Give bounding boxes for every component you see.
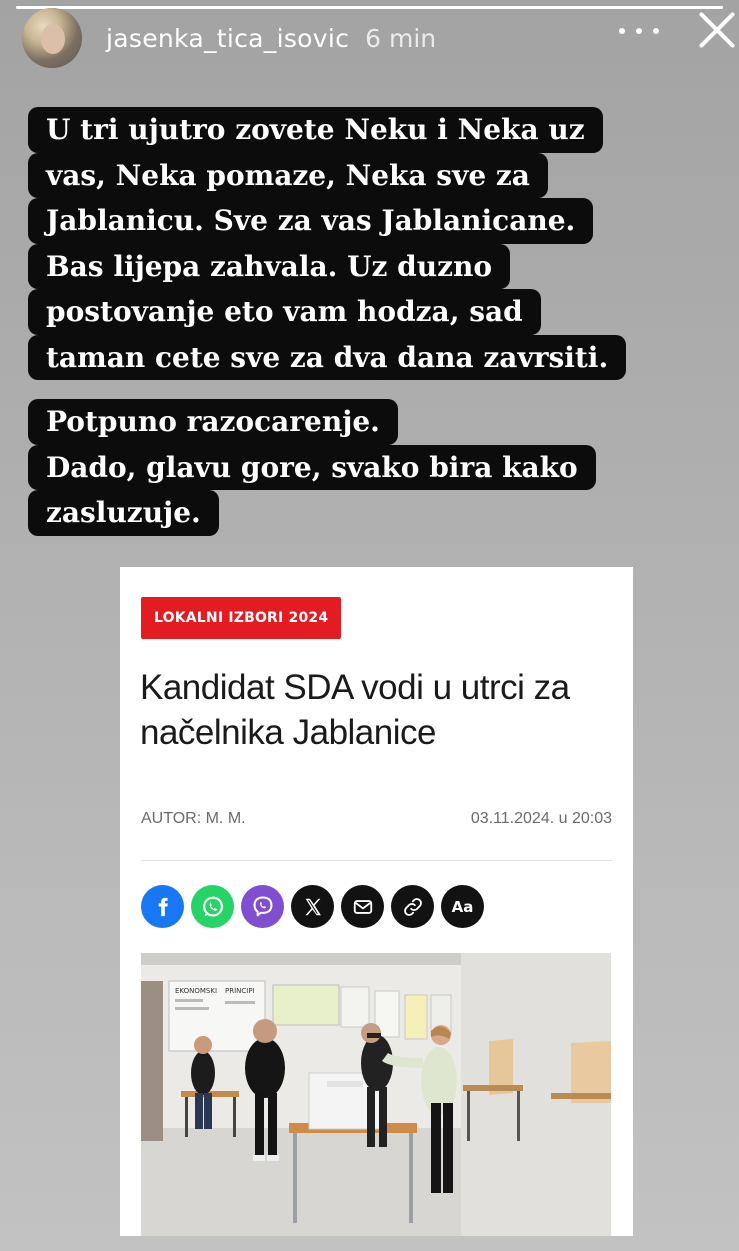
avatar[interactable] bbox=[22, 8, 82, 68]
copy-link-button[interactable] bbox=[391, 885, 434, 928]
font-size-button[interactable] bbox=[441, 885, 484, 928]
article-headline: Kandidat SDA vodi u utrci za načelnika Jablanice bbox=[140, 668, 570, 752]
poster-text-2: PRINCIPI bbox=[225, 987, 255, 995]
mail-icon bbox=[352, 896, 374, 918]
category-badge: LOKALNI IZBORI 2024 bbox=[141, 597, 341, 639]
whatsapp-icon bbox=[200, 894, 226, 920]
x-icon bbox=[302, 896, 324, 918]
article-screenshot-card bbox=[120, 567, 633, 1236]
whatsapp-share-button[interactable] bbox=[191, 885, 234, 928]
caption-line: U tri ujutro zovete Neku i Neka uz bbox=[28, 107, 603, 153]
polling-station-photo bbox=[141, 953, 611, 1236]
caption-line: Dado, glavu gore, svako bira kako bbox=[28, 445, 596, 491]
article-author: AUTOR: M. M. bbox=[141, 810, 246, 827]
story-header bbox=[22, 8, 721, 68]
story-caption-1 bbox=[28, 107, 626, 380]
caption-line: taman cete sve za dva dana zavrsiti. bbox=[28, 335, 626, 381]
x-share-button[interactable] bbox=[291, 885, 334, 928]
poster-text-1: EKONOMSKI bbox=[175, 987, 218, 995]
article-date: 03.11.2024. u 20:03 bbox=[470, 810, 612, 827]
caption-line: zasluzuje. bbox=[28, 490, 219, 536]
share-buttons bbox=[141, 885, 484, 928]
story-caption-2 bbox=[28, 399, 596, 536]
story-time: 6 min bbox=[365, 23, 437, 53]
mail-share-button[interactable] bbox=[341, 885, 384, 928]
caption-line: Potpuno razocarenje. bbox=[28, 399, 398, 445]
more-options-icon[interactable] bbox=[619, 22, 659, 40]
viber-share-button[interactable] bbox=[241, 885, 284, 928]
caption-line: Jablanicu. Sve za vas Jablanicane. bbox=[28, 198, 593, 244]
link-icon bbox=[402, 896, 424, 918]
viber-icon bbox=[250, 894, 276, 920]
username[interactable]: jasenka_tica_isovic bbox=[106, 23, 350, 53]
facebook-icon bbox=[152, 896, 174, 918]
caption-line: Bas lijepa zahvala. Uz duzno bbox=[28, 244, 510, 290]
font-size-icon: Aa bbox=[451, 897, 474, 916]
close-icon[interactable] bbox=[695, 8, 739, 52]
caption-line: vas, Neka pomaze, Neka sve za bbox=[28, 153, 548, 199]
caption-line: postovanje eto vam hodza, sad bbox=[28, 289, 541, 335]
article-photo bbox=[141, 953, 611, 1236]
divider bbox=[141, 860, 612, 861]
facebook-share-button[interactable] bbox=[141, 885, 184, 928]
